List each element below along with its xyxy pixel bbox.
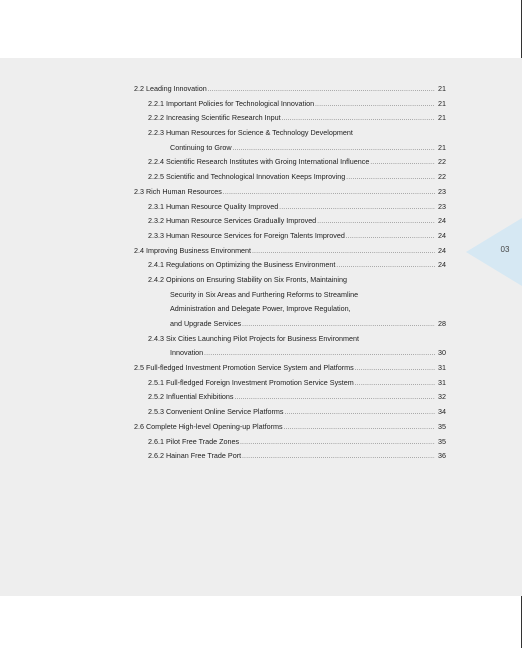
toc-entry-title: 2.4.1 Regulations on Optimizing the Business Environment (148, 260, 336, 270)
toc-entry-page: 24 (438, 230, 446, 240)
toc-entry-title: 2.2.4 Scientific Research Institutes with Groing International Influence (148, 157, 370, 167)
toc-entry[interactable] (134, 449, 446, 464)
toc-entry-page: 35 (438, 436, 446, 446)
toc-entry-page: 31 (438, 363, 446, 373)
toc-entry-page: 24 (438, 216, 446, 226)
toc-dot-leader (355, 377, 435, 392)
toc-dot-leader (240, 436, 435, 451)
toc-entry-title: 2.6.2 Hainan Free Trade Port (148, 451, 242, 461)
table-of-contents (134, 82, 446, 464)
toc-entry-title: 2.4 Improving Business Environment (134, 245, 252, 255)
toc-entry-page: 21 (438, 84, 446, 93)
toc-dot-leader (336, 259, 435, 274)
toc-entry-page: 32 (438, 392, 446, 402)
toc-entry-title: 2.2.5 Scientific and Technological Innovation Keeps Improving (148, 172, 346, 182)
toc-dot-leader (235, 391, 435, 406)
toc-entry[interactable] (134, 390, 446, 405)
toc-entry[interactable] (134, 302, 446, 317)
toc-entry[interactable] (134, 435, 446, 450)
toc-entry-title: 2.3.2 Human Resource Services Gradually Improved (148, 216, 317, 226)
toc-entry-title: 2.2.3 Human Resources for Science & Technology Development (148, 128, 353, 138)
toc-entry-title: 2.2.2 Increasing Scientific Research Input (148, 113, 281, 123)
chapter-tab-number: 03 (500, 245, 510, 254)
toc-entry[interactable] (134, 111, 446, 126)
toc-entry[interactable] (134, 258, 446, 273)
toc-entry[interactable] (134, 200, 446, 215)
toc-dot-leader (284, 421, 435, 436)
toc-entry[interactable] (134, 420, 446, 435)
toc-entry[interactable] (134, 97, 446, 112)
toc-dot-leader (315, 98, 435, 113)
toc-entry[interactable] (134, 317, 446, 332)
toc-entry-title: 2.3.3 Human Resource Services for Foreign Talents Improved (148, 230, 345, 240)
toc-entry[interactable] (134, 244, 446, 259)
toc-entry-title: 2.6 Complete High-level Opening-up Platforms (134, 421, 283, 431)
toc-entry-page: 22 (438, 172, 446, 182)
toc-entry-page: 23 (438, 186, 446, 196)
toc-entry-page: 24 (438, 245, 446, 255)
toc-entry[interactable] (134, 185, 446, 200)
toc-dot-leader (233, 142, 435, 157)
toc-entry-title: 2.4.3 Six Cities Launching Pilot Projects for Business Environment (148, 333, 359, 343)
toc-dot-leader (223, 186, 435, 201)
toc-entry-page: 36 (438, 451, 446, 461)
toc-entry-title: Security in Six Areas and Furthering Reforms to Streamline (170, 289, 359, 299)
toc-entry-title: Administration and Delegate Power, Improve Regulation, (170, 304, 351, 314)
toc-entry[interactable] (134, 141, 446, 156)
toc-dot-leader (242, 318, 435, 333)
toc-entry-title: 2.5.3 Convenient Online Service Platforms (148, 407, 284, 417)
toc-entry[interactable] (134, 346, 446, 361)
toc-entry-page: 34 (438, 407, 446, 417)
toc-entry-page: 30 (438, 348, 446, 358)
toc-dot-leader (279, 201, 435, 216)
toc-entry[interactable] (134, 155, 446, 170)
toc-entry-title: 2.6.1 Pilot Free Trade Zones (148, 436, 240, 446)
toc-entry-page: 24 (438, 260, 446, 270)
toc-entry-title: and Upgrade Services (170, 319, 242, 328)
toc-entry-title: Innovation (170, 348, 204, 358)
toc-entry[interactable] (134, 405, 446, 420)
toc-entry-title: 2.2.1 Important Policies for Technological Innovation (148, 98, 315, 108)
toc-dot-leader (282, 112, 435, 127)
toc-entry[interactable] (134, 273, 446, 288)
toc-entry-page: 23 (438, 201, 446, 211)
toc-entry-page: 35 (438, 421, 446, 431)
toc-entry-page: 28 (438, 319, 446, 328)
toc-entry-title: 2.5.1 Full-fledged Foreign Investment Promotion Service System (148, 377, 354, 387)
toc-dot-leader (208, 83, 435, 98)
toc-dot-leader (355, 362, 435, 377)
toc-entry[interactable] (134, 82, 446, 97)
toc-entry-title: 2.5.2 Influential Exhibitions (148, 392, 234, 402)
toc-entry-title: 2.3 Rich Human Resources (134, 186, 222, 196)
toc-dot-leader (346, 171, 435, 186)
toc-dot-leader (284, 406, 435, 421)
toc-entry-title: Continuing to Grow (170, 142, 232, 152)
toc-entry[interactable] (134, 170, 446, 185)
toc-dot-leader (346, 230, 435, 245)
toc-entry[interactable] (134, 332, 446, 347)
toc-entry[interactable] (134, 288, 446, 303)
toc-entry-page: 21 (438, 142, 446, 152)
toc-entry-page: 22 (438, 157, 446, 167)
toc-entry[interactable] (134, 229, 446, 244)
toc-dot-leader (370, 156, 435, 171)
toc-entry-title: 2.4.2 Opinions on Ensuring Stability on Six Fronts, Maintaining (148, 274, 347, 284)
toc-dot-leader (252, 245, 435, 260)
toc-entry[interactable] (134, 126, 446, 141)
toc-dot-leader (242, 450, 435, 465)
toc-entry-page: 21 (438, 113, 446, 123)
toc-dot-leader (317, 215, 435, 230)
toc-entry-page: 21 (438, 98, 446, 108)
toc-entry-title: 2.5 Full-fledged Investment Promotion Service System and Platforms (134, 363, 354, 373)
toc-entry-title: 2.2 Leading Innovation (134, 84, 207, 93)
toc-entry-page: 31 (438, 377, 446, 387)
toc-entry[interactable] (134, 361, 446, 376)
toc-entry[interactable] (134, 214, 446, 229)
toc-entry[interactable] (134, 376, 446, 391)
toc-dot-leader (204, 347, 435, 362)
toc-entry-title: 2.3.1 Human Resource Quality Improved (148, 201, 279, 211)
